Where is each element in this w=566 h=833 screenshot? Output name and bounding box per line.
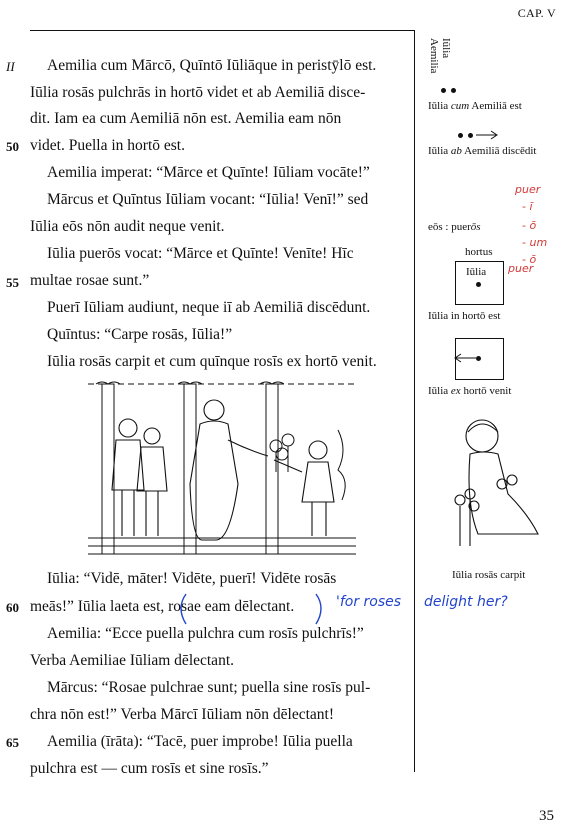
sidebar-caption: Iūlia ab Aemiliā discēdit — [428, 145, 537, 157]
sidebar-box-label: Iūlia — [466, 266, 487, 278]
text-line: Iūlia rosās carpit et cum quīnque rosīs ex hortō venit. — [47, 353, 377, 370]
text-line: Aemilia (īrāta): “Tacē, puer improbe! Iūlia puella — [47, 733, 353, 750]
sidebar-caption: Iūlia cum Aemiliā est — [428, 100, 522, 112]
handwritten-note: - um — [522, 236, 548, 249]
arrow-right-icon — [476, 130, 500, 140]
text-line: Puerī Iūliam audiunt, neque iī ab Aemiliā discēdunt. — [47, 299, 371, 316]
arrow-left-icon — [452, 352, 478, 364]
sidebar-caption: Iūlia ex hortō venit — [428, 385, 512, 397]
page-number: 35 — [539, 808, 554, 824]
text-line: Aemilia: “Ecce puella pulchra cum rosīs pulchrīs!” — [47, 625, 364, 642]
text-line: Aemilia cum Mārcō, Quīntō Iūliāque in peristȳlō est. — [47, 57, 377, 74]
margin-note-continued: delight her? — [424, 594, 508, 610]
text-line: Mārcus et Quīntus Iūliam vocant: “Iūlia! Venī!” sed — [47, 191, 369, 208]
figure-dot — [441, 88, 446, 93]
text-line: videt. Puella in hortō est. — [30, 137, 185, 154]
text-line: chra nōn est!” Verba Mārcī Iūliam nōn dēlectant! — [30, 706, 334, 723]
line-number: 55 — [6, 275, 19, 290]
sidebar-vertical-name: Aemilia — [428, 38, 440, 74]
text-line: Iūlia rosās pulchrās in hortō videt et ab Aemiliā disce- — [30, 84, 366, 101]
text-line: dit. Iam ea cum Aemiliā nōn est. Aemilia eam nōn — [30, 110, 342, 127]
figure-dot — [451, 88, 456, 93]
text-line: Quīntus: “Carpe rosās, Iūlia!” — [47, 326, 233, 343]
sidebar-label: hortus — [465, 246, 493, 258]
line-number: 50 — [6, 139, 19, 154]
text-line: multae rosae sunt.” — [30, 272, 150, 289]
margin-note: 'for roses — [336, 594, 402, 610]
top-rule — [30, 30, 414, 31]
text-line: Iūlia: “Vidē, māter! Vidēte, puerī! Vidēte rosās — [47, 570, 337, 587]
sidebar-caption: Iūlia in hortō est — [428, 310, 501, 322]
sidebar-caption: eōs : puerōs — [428, 221, 481, 233]
handwritten-note: - ī — [522, 200, 533, 213]
handwritten-note: puer — [515, 183, 541, 196]
handwritten-note: - ō — [522, 253, 537, 266]
text-line: Verba Aemiliae Iūliam dēlectant. — [30, 652, 234, 669]
girl-picking-roses-illustration — [440, 414, 550, 554]
text-line: Mārcus: “Rosae pulchrae sunt; puella sine rosīs pul- — [47, 679, 371, 696]
text-line: Iūlia puerōs vocat: “Mārce et Quīnte! Venīte! Hīc — [47, 245, 354, 262]
figure-dot — [468, 133, 473, 138]
text-line: Aemilia imperat: “Mārce et Quīnte! Iūliam vocāte!” — [47, 164, 370, 181]
column-divider — [414, 30, 415, 772]
peristyle-illustration — [88, 380, 356, 560]
figure-dot — [476, 282, 481, 287]
line-number: 65 — [6, 735, 19, 750]
line-number: 60 — [6, 600, 19, 615]
chapter-header: CAP. V — [517, 6, 556, 20]
handwritten-note: puer — [508, 262, 534, 275]
pen-bracket-marks — [176, 592, 328, 626]
figure-dot — [458, 133, 463, 138]
line-number: II — [6, 59, 15, 74]
text-line: pulchra est — cum rosīs et sine rosīs.” — [30, 760, 269, 777]
text-line: meās!” Iūlia laeta est, rosae eam dēlectant. — [30, 598, 295, 615]
sidebar-caption: Iūlia rosās carpit — [452, 569, 526, 581]
text-line: Iūlia eōs nōn audit neque venit. — [30, 218, 225, 235]
sidebar-vertical-name: Iūlia — [440, 38, 452, 59]
handwritten-note: - ō — [522, 219, 537, 232]
